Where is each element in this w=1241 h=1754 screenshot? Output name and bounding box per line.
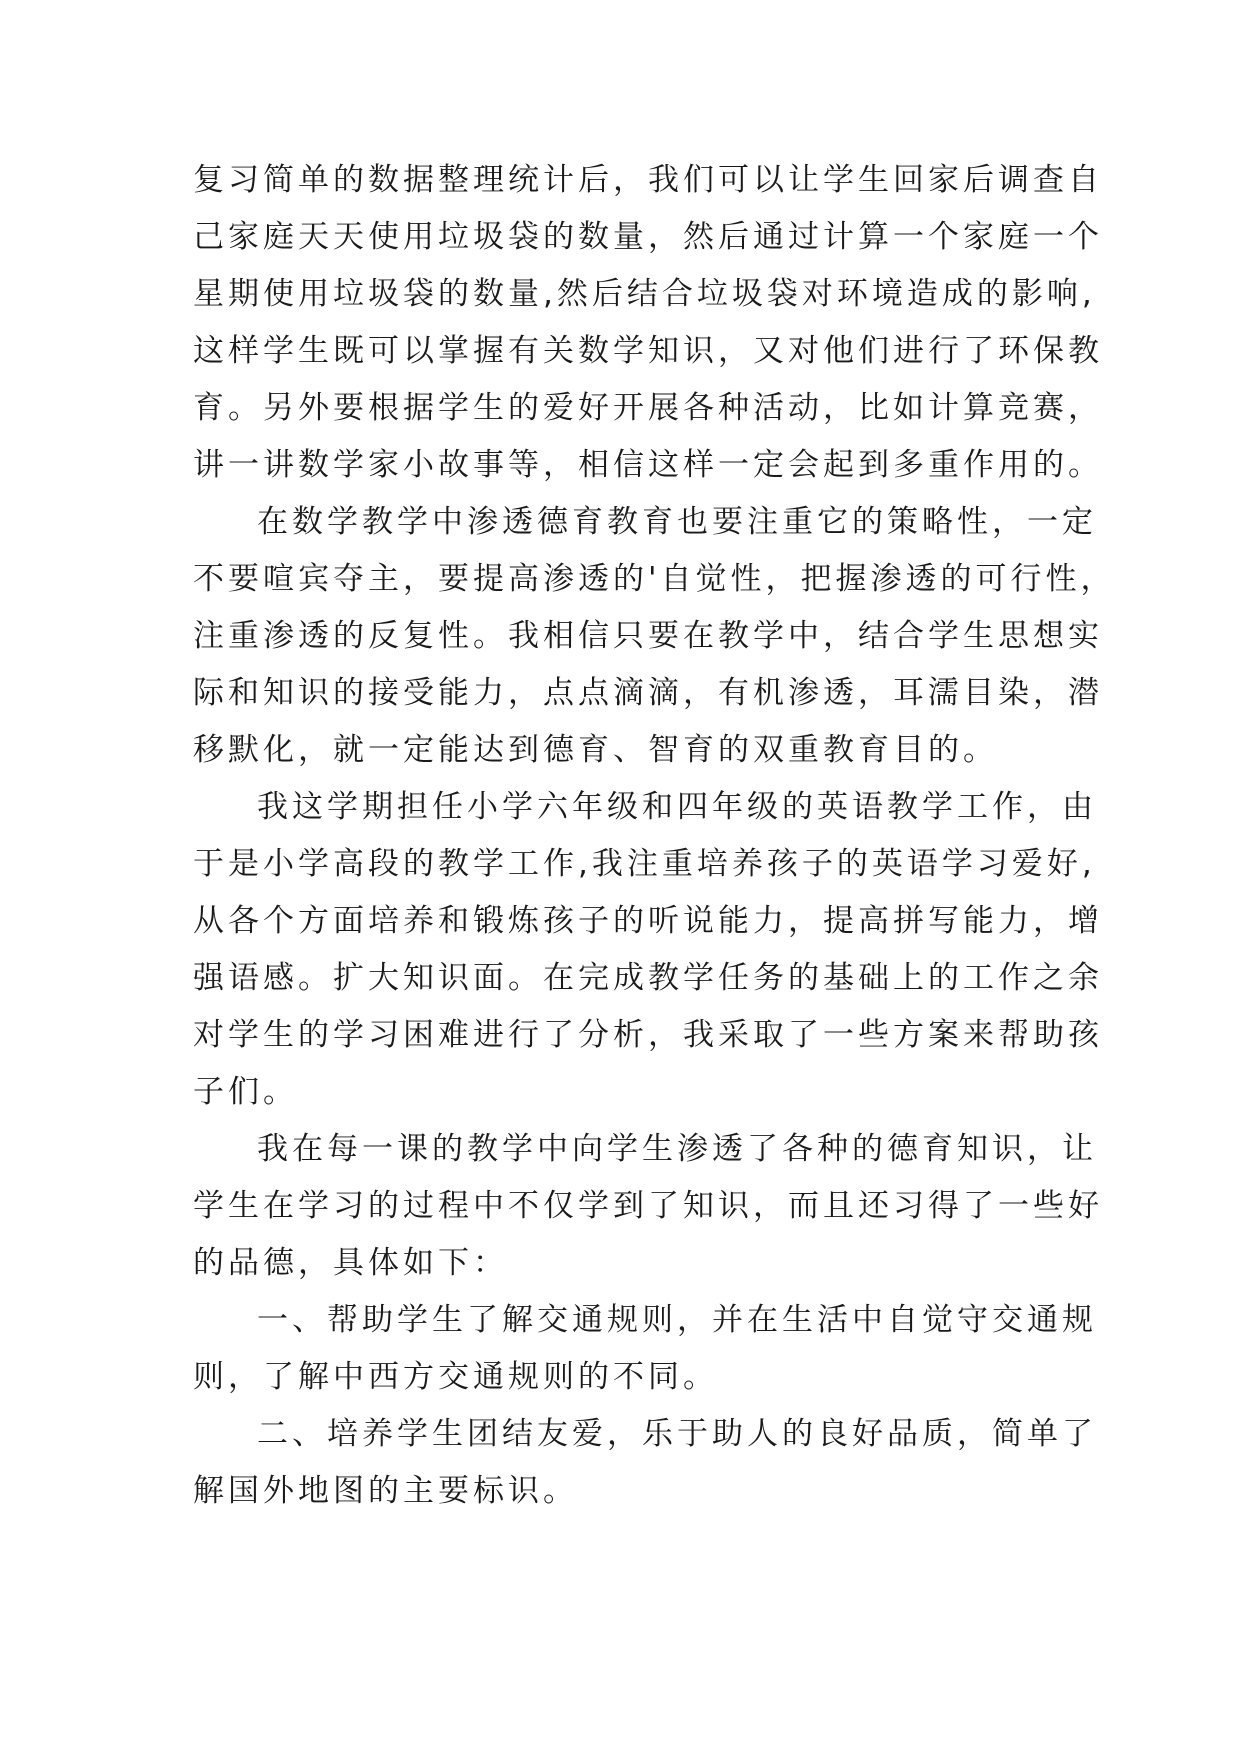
text-line: 育。另外要根据学生的爱好开展各种活动，比如计算竞赛， [193,390,1103,426]
text-line: 我这学期担任小学六年级和四年级的英语教学工作，由 [257,789,1097,825]
text-line: 从各个方面培养和锻炼孩子的听说能力，提高拼写能力，增 [193,903,1103,939]
text-line: 的品德，具体如下： [193,1245,508,1281]
text-line: 星期使用垃圾袋的数量,然后结合垃圾袋对环境造成的影响, [193,276,1096,312]
text-line: 一、帮助学生了解交通规则，并在生活中自觉守交通规 [257,1302,1097,1338]
text-line: 际和知识的接受能力，点点滴滴，有机渗透，耳濡目染，潜 [193,675,1103,711]
text-line: 己家庭天天使用垃圾袋的数量，然后通过计算一个家庭一个 [193,219,1103,255]
text-line: 对学生的学习困难进行了分析，我采取了一些方案来帮助孩 [193,1017,1103,1053]
text-line: 二、培养学生团结友爱，乐于助人的良好品质，简单了 [257,1416,1097,1452]
text-line: 强语感。扩大知识面。在完成教学任务的基础上的工作之余 [193,960,1103,996]
text-line: 子们。 [193,1074,298,1110]
text-line: 则，了解中西方交通规则的不同。 [193,1359,718,1395]
text-line: 讲一讲数学家小故事等，相信这样一定会起到多重作用的。 [193,447,1103,483]
text-line: 这样学生既可以掌握有关数学知识，又对他们进行了环保教 [193,333,1103,369]
text-line: 不要喧宾夺主，要提高渗透的'自觉性，把握渗透的可行性， [193,561,1116,597]
text-line: 移默化，就一定能达到德育、智育的双重教育目的。 [193,732,998,768]
text-line: 于是小学高段的教学工作,我注重培养孩子的英语学习爱好, [193,846,1096,882]
text-line: 学生在学习的过程中不仅学到了知识，而且还习得了一些好 [193,1188,1103,1224]
text-line: 解国外地图的主要标识。 [193,1473,578,1509]
text-line: 在数学教学中渗透德育教育也要注重它的策略性，一定 [257,504,1097,540]
text-line: 我在每一课的教学中向学生渗透了各种的德育知识，让 [257,1131,1097,1167]
text-line: 注重渗透的反复性。我相信只要在教学中，结合学生思想实 [193,618,1103,654]
text-line: 复习简单的数据整理统计后，我们可以让学生回家后调查自 [193,162,1103,198]
